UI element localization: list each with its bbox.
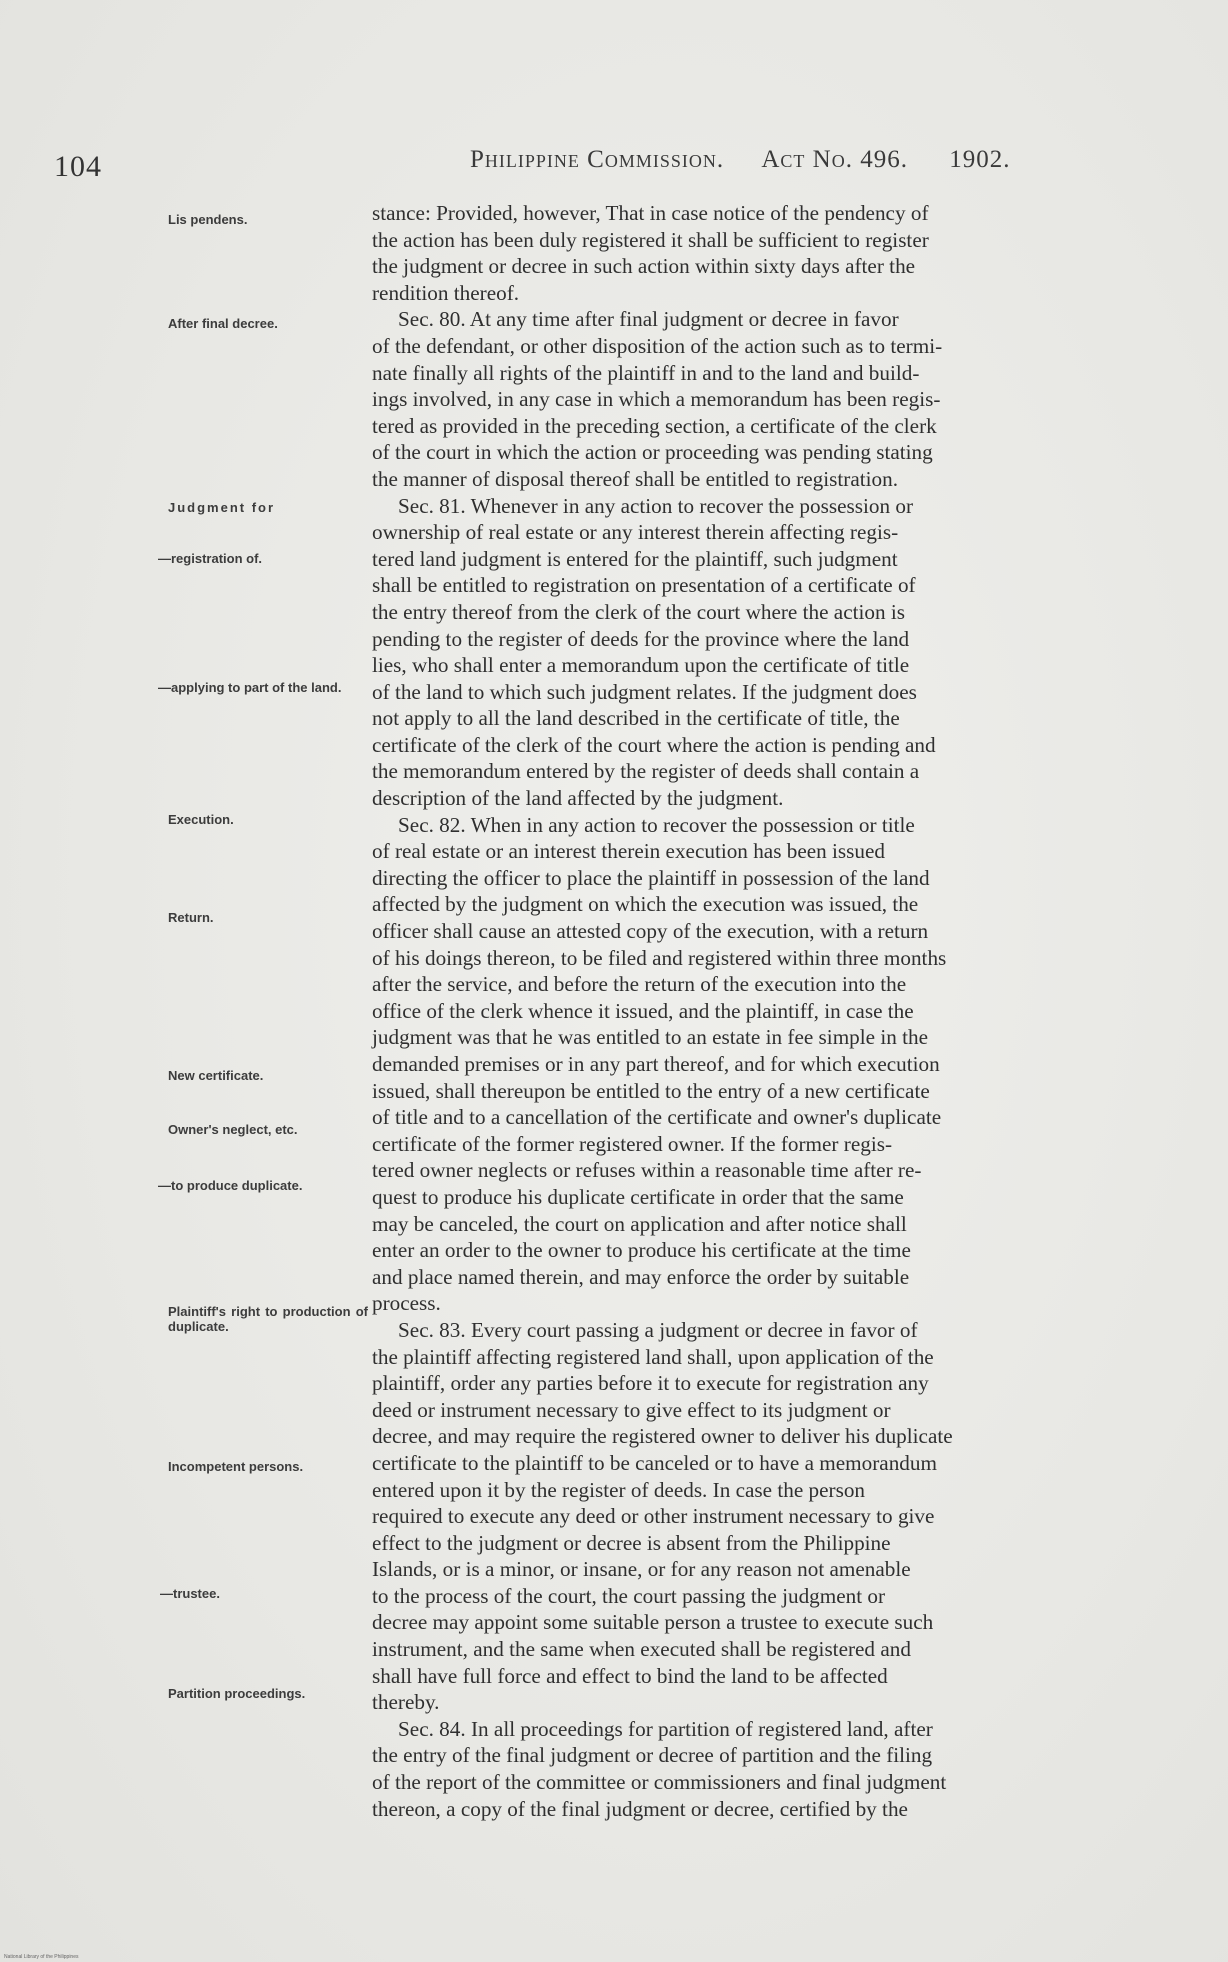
page-number: 104: [54, 150, 102, 183]
body-line: tered land judgment is entered for the plaintiff, such judgment: [372, 546, 898, 571]
body-line: entered upon it by the register of deeds. In case the person: [372, 1477, 866, 1502]
body-line: judgment was that he was entitled to an estate in fee simple in the: [372, 1025, 929, 1050]
body-line: plaintiff, order any parties before it to execute for registration any: [372, 1371, 929, 1396]
margin-note: —trustee.: [160, 1586, 220, 1601]
margin-note: Owner's neglect, etc.: [168, 1122, 298, 1137]
body-line: decree, and may require the registered owner to deliver his duplicate: [372, 1424, 953, 1449]
margin-note: Incompetent persons.: [168, 1459, 304, 1474]
body-line: quest to produce his duplicate certificate in order that the same: [372, 1184, 904, 1209]
body-line: ings involved, in any case in which a memorandum has been regis-: [372, 387, 941, 412]
body-line: the entry of the final judgment or decree of partition and the filing: [372, 1743, 933, 1768]
body-line: effect to the judgment or decree is absent from the Philippine: [372, 1530, 891, 1555]
body-line: tered owner neglects or refuses within a reasonable time after re-: [372, 1158, 922, 1183]
body-text: [372, 200, 1156, 1822]
running-head-year: 1902.: [949, 146, 1011, 173]
body-line: officer shall cause an attested copy of the execution, with a return: [372, 919, 929, 944]
body-line: the action has been duly registered it shall be sufficient to register: [372, 227, 929, 252]
margin-note: Partition proceedings.: [168, 1686, 306, 1701]
body-line: Sec. 83. Every court passing a judgment or decree in favor of: [398, 1317, 918, 1342]
body-line: affected by the judgment on which the execution was issued, the: [372, 892, 919, 917]
body-line: the plaintiff affecting registered land shall, upon application of the: [372, 1344, 934, 1369]
body-line: not apply to all the land described in the certificate of title, the: [372, 706, 900, 731]
body-line: certificate of the former registered owner. If the former regis-: [372, 1131, 893, 1156]
body-line: Sec. 81. Whenever in any action to recover the possession or: [398, 493, 914, 518]
body-line: process.: [372, 1291, 441, 1316]
body-line: shall be entitled to registration on presentation of a certificate of: [372, 573, 916, 598]
margin-note: —to produce duplicate.: [158, 1178, 303, 1193]
body-line: nate finally all rights of the plaintiff in and to the land and build-: [372, 360, 920, 385]
body-line: shall have full force and effect to bind the land to be affected: [372, 1663, 888, 1688]
body-line: lies, who shall enter a memorandum upon the certificate of title: [372, 653, 910, 678]
body-line: thereby.: [372, 1690, 440, 1715]
body-line: thereon, a copy of the final judgment or decree, certified by the: [372, 1796, 908, 1821]
margin-note: Judgment for: [168, 500, 276, 515]
body-line: Sec. 84. In all proceedings for partition of registered land, after: [398, 1716, 933, 1741]
body-line: issued, shall thereupon be entitled to the entry of a new certificate: [372, 1078, 930, 1103]
running-head: [470, 146, 1010, 174]
body-line: to the process of the court, the court passing the judgment or: [372, 1583, 886, 1608]
body-line: Sec. 80. At any time after final judgment or decree in favor: [398, 307, 899, 332]
body-line: pending to the register of deeds for the province where the land: [372, 626, 910, 651]
body-line: directing the officer to place the plaintiff in possession of the land: [372, 865, 930, 890]
body-line: office of the clerk whence it issued, and the plaintiff, in case the: [372, 998, 914, 1023]
body-line: of the land to which such judgment relates. If the judgment does: [372, 679, 917, 704]
body-line: after the service, and before the return of the execution into the: [372, 972, 907, 997]
body-line: ownership of real estate or any interest therein affecting regis-: [372, 520, 899, 545]
margin-note: Plaintiff's right to production of duplicate.: [168, 1304, 368, 1334]
body-line: of the defendant, or other disposition of the action such as to termi-: [372, 333, 943, 358]
margin-note: Return.: [168, 910, 214, 925]
margin-note: New certificate.: [168, 1068, 264, 1083]
body-line: of the court in which the action or proceeding was pending stating: [372, 440, 933, 465]
body-line: rendition thereof.: [372, 280, 520, 305]
body-line: Sec. 82. When in any action to recover the possession or title: [398, 812, 915, 837]
margin-note: Lis pendens.: [168, 212, 248, 227]
body-line: certificate of the clerk of the court where the action is pending and: [372, 732, 936, 757]
margin-note: Execution.: [168, 812, 234, 827]
body-line: the memorandum entered by the register of deeds shall contain a: [372, 759, 920, 784]
body-line: required to execute any deed or other instrument necessary to give: [372, 1504, 935, 1529]
body-line: of his doings thereon, to be filed and registered within three months: [372, 945, 947, 970]
body-line: the judgment or decree in such action within sixty days after the: [372, 254, 916, 279]
running-head-act: Act No. 496.: [761, 146, 908, 173]
body-line: stance: Provided, however, That in case notice of the pendency of: [372, 201, 929, 225]
body-line: decree may appoint some suitable person a trustee to execute such: [372, 1610, 934, 1635]
footer-credit: National Library of the Philippines: [4, 1954, 79, 1960]
margin-note: After final decree.: [168, 316, 278, 331]
running-head-title: Philippine Commission.: [470, 146, 725, 173]
body-line: description of the land affected by the judgment.: [372, 786, 784, 811]
body-line: and place named therein, and may enforce the order by suitable: [372, 1264, 910, 1289]
body-line: the manner of disposal thereof shall be entitled to registration.: [372, 466, 899, 491]
body-line: deed or instrument necessary to give effect to its judgment or: [372, 1397, 891, 1422]
body-line: the entry thereof from the clerk of the court where the action is: [372, 599, 905, 624]
margin-note: —registration of.: [158, 551, 263, 566]
body-line: certificate to the plaintiff to be canceled or to have a memorandum: [372, 1450, 937, 1475]
body-line: instrument, and the same when executed shall be registered and: [372, 1637, 911, 1662]
body-line: may be canceled, the court on application and after notice shall: [372, 1211, 907, 1236]
body-line: of real estate or an interest therein execution has been issued: [372, 839, 886, 864]
margin-note: —applying to part of the land.: [158, 680, 342, 695]
body-line: Islands, or is a minor, or insane, or for any reason not amenable: [372, 1557, 911, 1582]
body-line: enter an order to the owner to produce his certificate at the time: [372, 1238, 911, 1263]
body-line: tered as provided in the preceding section, a certificate of the clerk: [372, 413, 937, 438]
body-line: of title and to a cancellation of the certificate and owner's duplicate: [372, 1105, 942, 1130]
body-line: demanded premises or in any part thereof, and for which execution: [372, 1052, 940, 1076]
body-line: of the report of the committee or commissioners and final judgment: [372, 1770, 947, 1795]
